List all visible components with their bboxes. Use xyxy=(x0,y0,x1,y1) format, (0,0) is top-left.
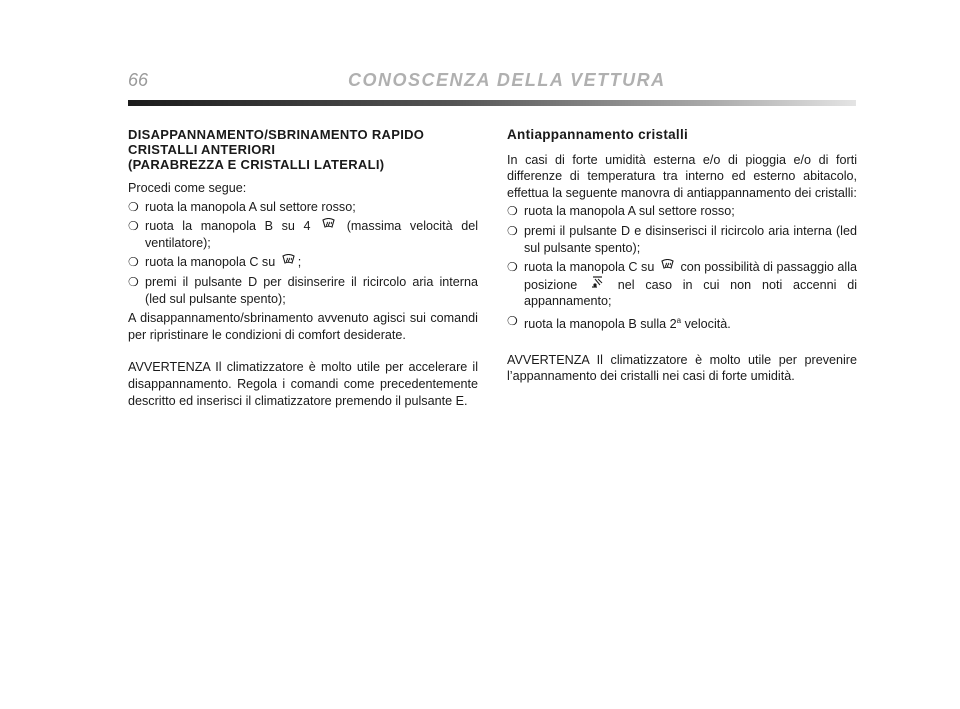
bullet-icon: ❍ xyxy=(507,204,518,219)
list-item-text: ruota la manopola C su xyxy=(524,260,655,275)
list-item xyxy=(128,254,478,271)
list-item-text: (massima velocità del ventilatore); xyxy=(145,219,479,250)
steps-list xyxy=(128,199,478,308)
heading-line-2: CRISTALLI ANTERIORI xyxy=(128,142,276,157)
list-item-text: ruota la manopola B sulla 2 xyxy=(524,317,677,332)
list-item xyxy=(507,203,857,220)
list-item-text: premi il pulsante D e disinserisci il ricircolo aria interna (led sul pulsante spento); xyxy=(524,223,857,255)
heading-line-3: (PARABREZZA E CRISTALLI LATERALI) xyxy=(128,157,385,172)
bullet-icon: ❍ xyxy=(507,260,518,275)
bullet-icon: ❍ xyxy=(128,219,139,234)
list-item xyxy=(128,199,478,216)
list-item-text: ruota la manopola C su xyxy=(145,255,276,270)
steps-list xyxy=(507,203,857,332)
superscript: a xyxy=(676,315,682,325)
list-item xyxy=(128,218,478,251)
section-heading xyxy=(128,127,478,172)
windshield-defrost-icon xyxy=(661,259,674,276)
bullet-icon: ❍ xyxy=(507,223,518,238)
list-item-text: con possibilità di passaggio alla posizione xyxy=(524,260,858,292)
warning-paragraph: AVVERTENZA Il climatizzatore è molto utile per accelerare il disappannamento. Regola i comandi come precedentemente descritto ed inserisci il climatizzatore premendo il pulsante E. xyxy=(128,360,478,408)
list-item-text: ; xyxy=(297,255,302,270)
bullet-icon: ❍ xyxy=(128,199,139,214)
list-item xyxy=(507,223,857,256)
warning-paragraph: AVVERTENZA Il climatizzatore è molto utile per prevenire l’appannamento dei cristalli nei casi di forte umidità. xyxy=(507,352,857,384)
feet-windshield-icon xyxy=(591,276,604,294)
intro-text: In casi di forte umidità esterna e/o di pioggia e/o di forti differenze di temperatura tra interno ed esterno abitacolo, effettua la seguente manovra di antiappannamento dei cristalli: xyxy=(507,152,857,200)
page-number: 66 xyxy=(128,70,149,90)
running-title: CONOSCENZA DELLA VETTURA xyxy=(348,70,666,90)
bullet-icon: ❍ xyxy=(507,313,518,328)
heading-line-1: DISAPPANNAMENTO/SBRINAMENTO RAPIDO xyxy=(128,127,425,142)
list-item-text: velocità. xyxy=(684,317,731,332)
paragraph: A disappannamento/sbrinamento avvenuto agisci sui comandi per ripristinare le condizioni di comfort desiderate. xyxy=(128,311,478,342)
left-column xyxy=(128,127,478,409)
windshield-defrost-icon xyxy=(322,218,335,235)
list-item-text: ruota la manopola B su 4 xyxy=(145,219,311,234)
intro-text: Procedi come segue: xyxy=(128,181,247,195)
list-item-text: ruota la manopola A sul settore rosso; xyxy=(145,199,356,214)
list-item xyxy=(507,313,857,333)
bullet-icon: ❍ xyxy=(128,274,139,289)
windshield-defrost-icon xyxy=(282,254,295,271)
section-heading: Antiappannamento cristalli xyxy=(507,127,689,142)
list-item xyxy=(128,274,478,307)
bullet-icon: ❍ xyxy=(128,255,139,270)
list-item-text: nel caso in cui non noti accenni di appannamento; xyxy=(524,277,858,309)
list-item xyxy=(507,259,857,310)
list-item-text: ruota la manopola A sul settore rosso; xyxy=(524,204,735,219)
list-item-text: premi il pulsante D per disinserire il ricircolo aria interna (led sul pulsante spento); xyxy=(145,274,478,306)
header-rule xyxy=(128,100,856,106)
right-column xyxy=(507,127,857,385)
